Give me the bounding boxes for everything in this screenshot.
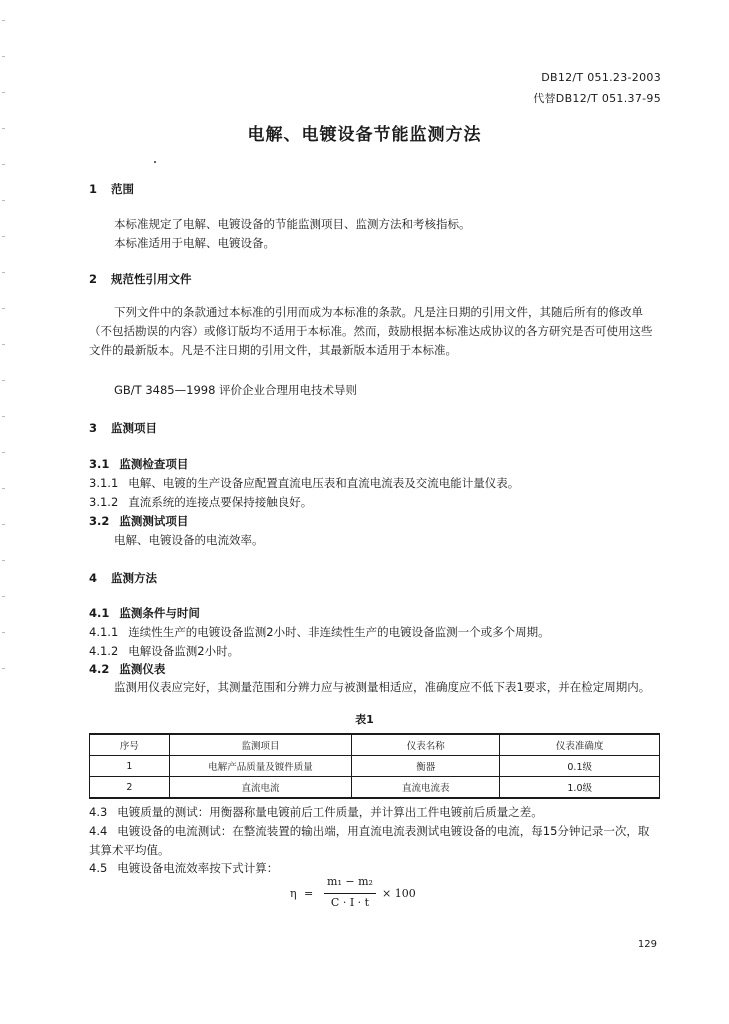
scan-speck bbox=[154, 161, 156, 163]
clause-4-3-text: 电镀质量的测试：用衡器称量电镀前后工件质量，并计算出工件电镀前后质量之差。 bbox=[117, 805, 543, 819]
table-header-cell: 序号 bbox=[90, 734, 170, 756]
clause-4-4 bbox=[89, 822, 659, 860]
clause-3-2-heading: 监测测试项目 bbox=[119, 514, 189, 528]
section-1-paragraph-2: 本标准适用于电解、电镀设备。 bbox=[114, 236, 275, 250]
section-2-title: 规范性引用文件 bbox=[111, 272, 192, 286]
clause-4-1-2 bbox=[89, 643, 239, 659]
clause-4-1-number: 4.1 bbox=[89, 606, 110, 620]
instrument-accuracy-table bbox=[89, 733, 660, 799]
clause-3-1 bbox=[89, 456, 188, 472]
section-1-title: 范围 bbox=[111, 182, 134, 196]
section-3-number: 3 bbox=[89, 421, 98, 435]
clause-3-2-number: 3.2 bbox=[89, 514, 110, 528]
section-2-heading bbox=[89, 271, 192, 287]
clause-4-1-2-number: 4.1.2 bbox=[89, 644, 119, 658]
scan-margin-marks bbox=[2, 20, 5, 680]
table-header-cell: 监测项目 bbox=[169, 734, 351, 756]
clause-4-1-heading: 监测条件与时间 bbox=[119, 606, 200, 620]
document-title: 电解、电镀设备节能监测方法 bbox=[247, 125, 482, 145]
section-4-heading bbox=[89, 570, 157, 586]
replaces-standard: 代替DB12/T 051.37-95 bbox=[533, 92, 661, 105]
clause-4-1-1-text: 连续性生产的电镀设备监测2小时、非连续性生产的电镀设备监测一个或多个周期。 bbox=[128, 625, 550, 639]
formula-equals: = bbox=[304, 887, 314, 900]
page-number: 129 bbox=[637, 939, 657, 950]
clause-3-1-number: 3.1 bbox=[89, 457, 110, 471]
section-1-paragraph-1: 本标准规定了电解、电镀设备的节能监测项目、监测方法和考核指标。 bbox=[114, 217, 471, 231]
table-header-row bbox=[90, 734, 660, 756]
section-2-paragraph: 下列文件中的条款通过本标准的引用而成为本标准的条款。凡是注日期的引用文件，其随后所有的修改单（不包括勘误的内容）或修订版均不适用于本标准。然而，鼓励根据本标准达成协议的各方研究是否可使用这些文件的最新版本。凡是不注日期的引用文件，其最新版本适用于本标准。 bbox=[89, 305, 653, 357]
table-cell: 0.1级 bbox=[500, 756, 660, 777]
table-row bbox=[90, 756, 660, 777]
clause-4-3 bbox=[89, 804, 543, 820]
clause-3-1-1-number: 3.1.1 bbox=[89, 476, 119, 490]
clause-3-1-1 bbox=[89, 475, 519, 491]
normative-reference: GB/T 3485—1998 评价企业合理用电技术导则 bbox=[114, 383, 358, 397]
clause-4-2-text: 监测用仪表应完好，其测量范围和分辨力应与被测量相适应，准确度应不低下表1要求，并在检定周期内。 bbox=[114, 680, 651, 694]
clause-3-2 bbox=[89, 513, 188, 529]
table-cell: 电解产品质量及镀件质量 bbox=[169, 756, 351, 777]
clause-4-1-1 bbox=[89, 624, 550, 640]
clause-3-1-2-text: 直流系统的连接点要保持接触良好。 bbox=[128, 495, 313, 509]
clause-4-2-number: 4.2 bbox=[89, 662, 110, 676]
table-caption: 表1 bbox=[355, 713, 374, 726]
table-cell: 直流电流 bbox=[169, 777, 351, 799]
clause-3-1-1-text: 电解、电镀的生产设备应配置直流电压表和直流电流表及交流电能计量仪表。 bbox=[128, 476, 520, 490]
formula-eta: η bbox=[290, 887, 297, 900]
section-3-title: 监测项目 bbox=[111, 421, 157, 435]
formula-numerator: m₁ − m₂ bbox=[327, 875, 373, 888]
formula-denominator: C · I · t bbox=[330, 896, 370, 909]
table-cell: 直流电流表 bbox=[352, 777, 500, 799]
section-1-number: 1 bbox=[89, 182, 98, 196]
clause-3-1-heading: 监测检查项目 bbox=[119, 457, 189, 471]
table-header-cell: 仪表名称 bbox=[352, 734, 500, 756]
clause-4-4-number: 4.4 bbox=[89, 824, 108, 838]
standard-number: DB12/T 051.23-2003 bbox=[541, 71, 661, 84]
section-4-number: 4 bbox=[89, 571, 98, 585]
clause-4-2 bbox=[89, 661, 165, 677]
clause-4-4-text: 电镀设备的电流测试：在整流装置的输出端，用直流电流表测试电镀设备的电流，每15分钟记录一次，取其算术平均值。 bbox=[89, 824, 650, 857]
clause-4-5-text: 电镀设备电流效率按下式计算： bbox=[117, 861, 279, 875]
section-1-heading bbox=[89, 181, 134, 197]
fraction-bar bbox=[324, 893, 376, 894]
clause-4-5 bbox=[89, 860, 278, 876]
section-4-title: 监测方法 bbox=[111, 571, 157, 585]
clause-4-1-1-number: 4.1.1 bbox=[89, 625, 119, 639]
table-cell: 1.0级 bbox=[500, 777, 660, 799]
section-3-heading bbox=[89, 420, 157, 436]
table-cell: 衡器 bbox=[352, 756, 500, 777]
clause-3-1-2 bbox=[89, 494, 312, 510]
clause-4-1 bbox=[89, 605, 200, 621]
current-efficiency-formula bbox=[290, 875, 430, 915]
clause-3-2-text: 电解、电镀设备的电流效率。 bbox=[114, 533, 264, 547]
table-cell: 2 bbox=[90, 777, 170, 799]
formula-multiplier: × 100 bbox=[382, 887, 416, 900]
table-cell: 1 bbox=[90, 756, 170, 777]
section-2-number: 2 bbox=[89, 272, 98, 286]
clause-3-1-2-number: 3.1.2 bbox=[89, 495, 119, 509]
clause-4-5-number: 4.5 bbox=[89, 861, 108, 875]
table-header-cell: 仪表准确度 bbox=[500, 734, 660, 756]
clause-4-1-2-text: 电解设备监测2小时。 bbox=[128, 644, 240, 658]
clause-4-3-number: 4.3 bbox=[89, 805, 108, 819]
clause-4-2-heading: 监测仪表 bbox=[119, 662, 166, 676]
table-row bbox=[90, 777, 660, 799]
